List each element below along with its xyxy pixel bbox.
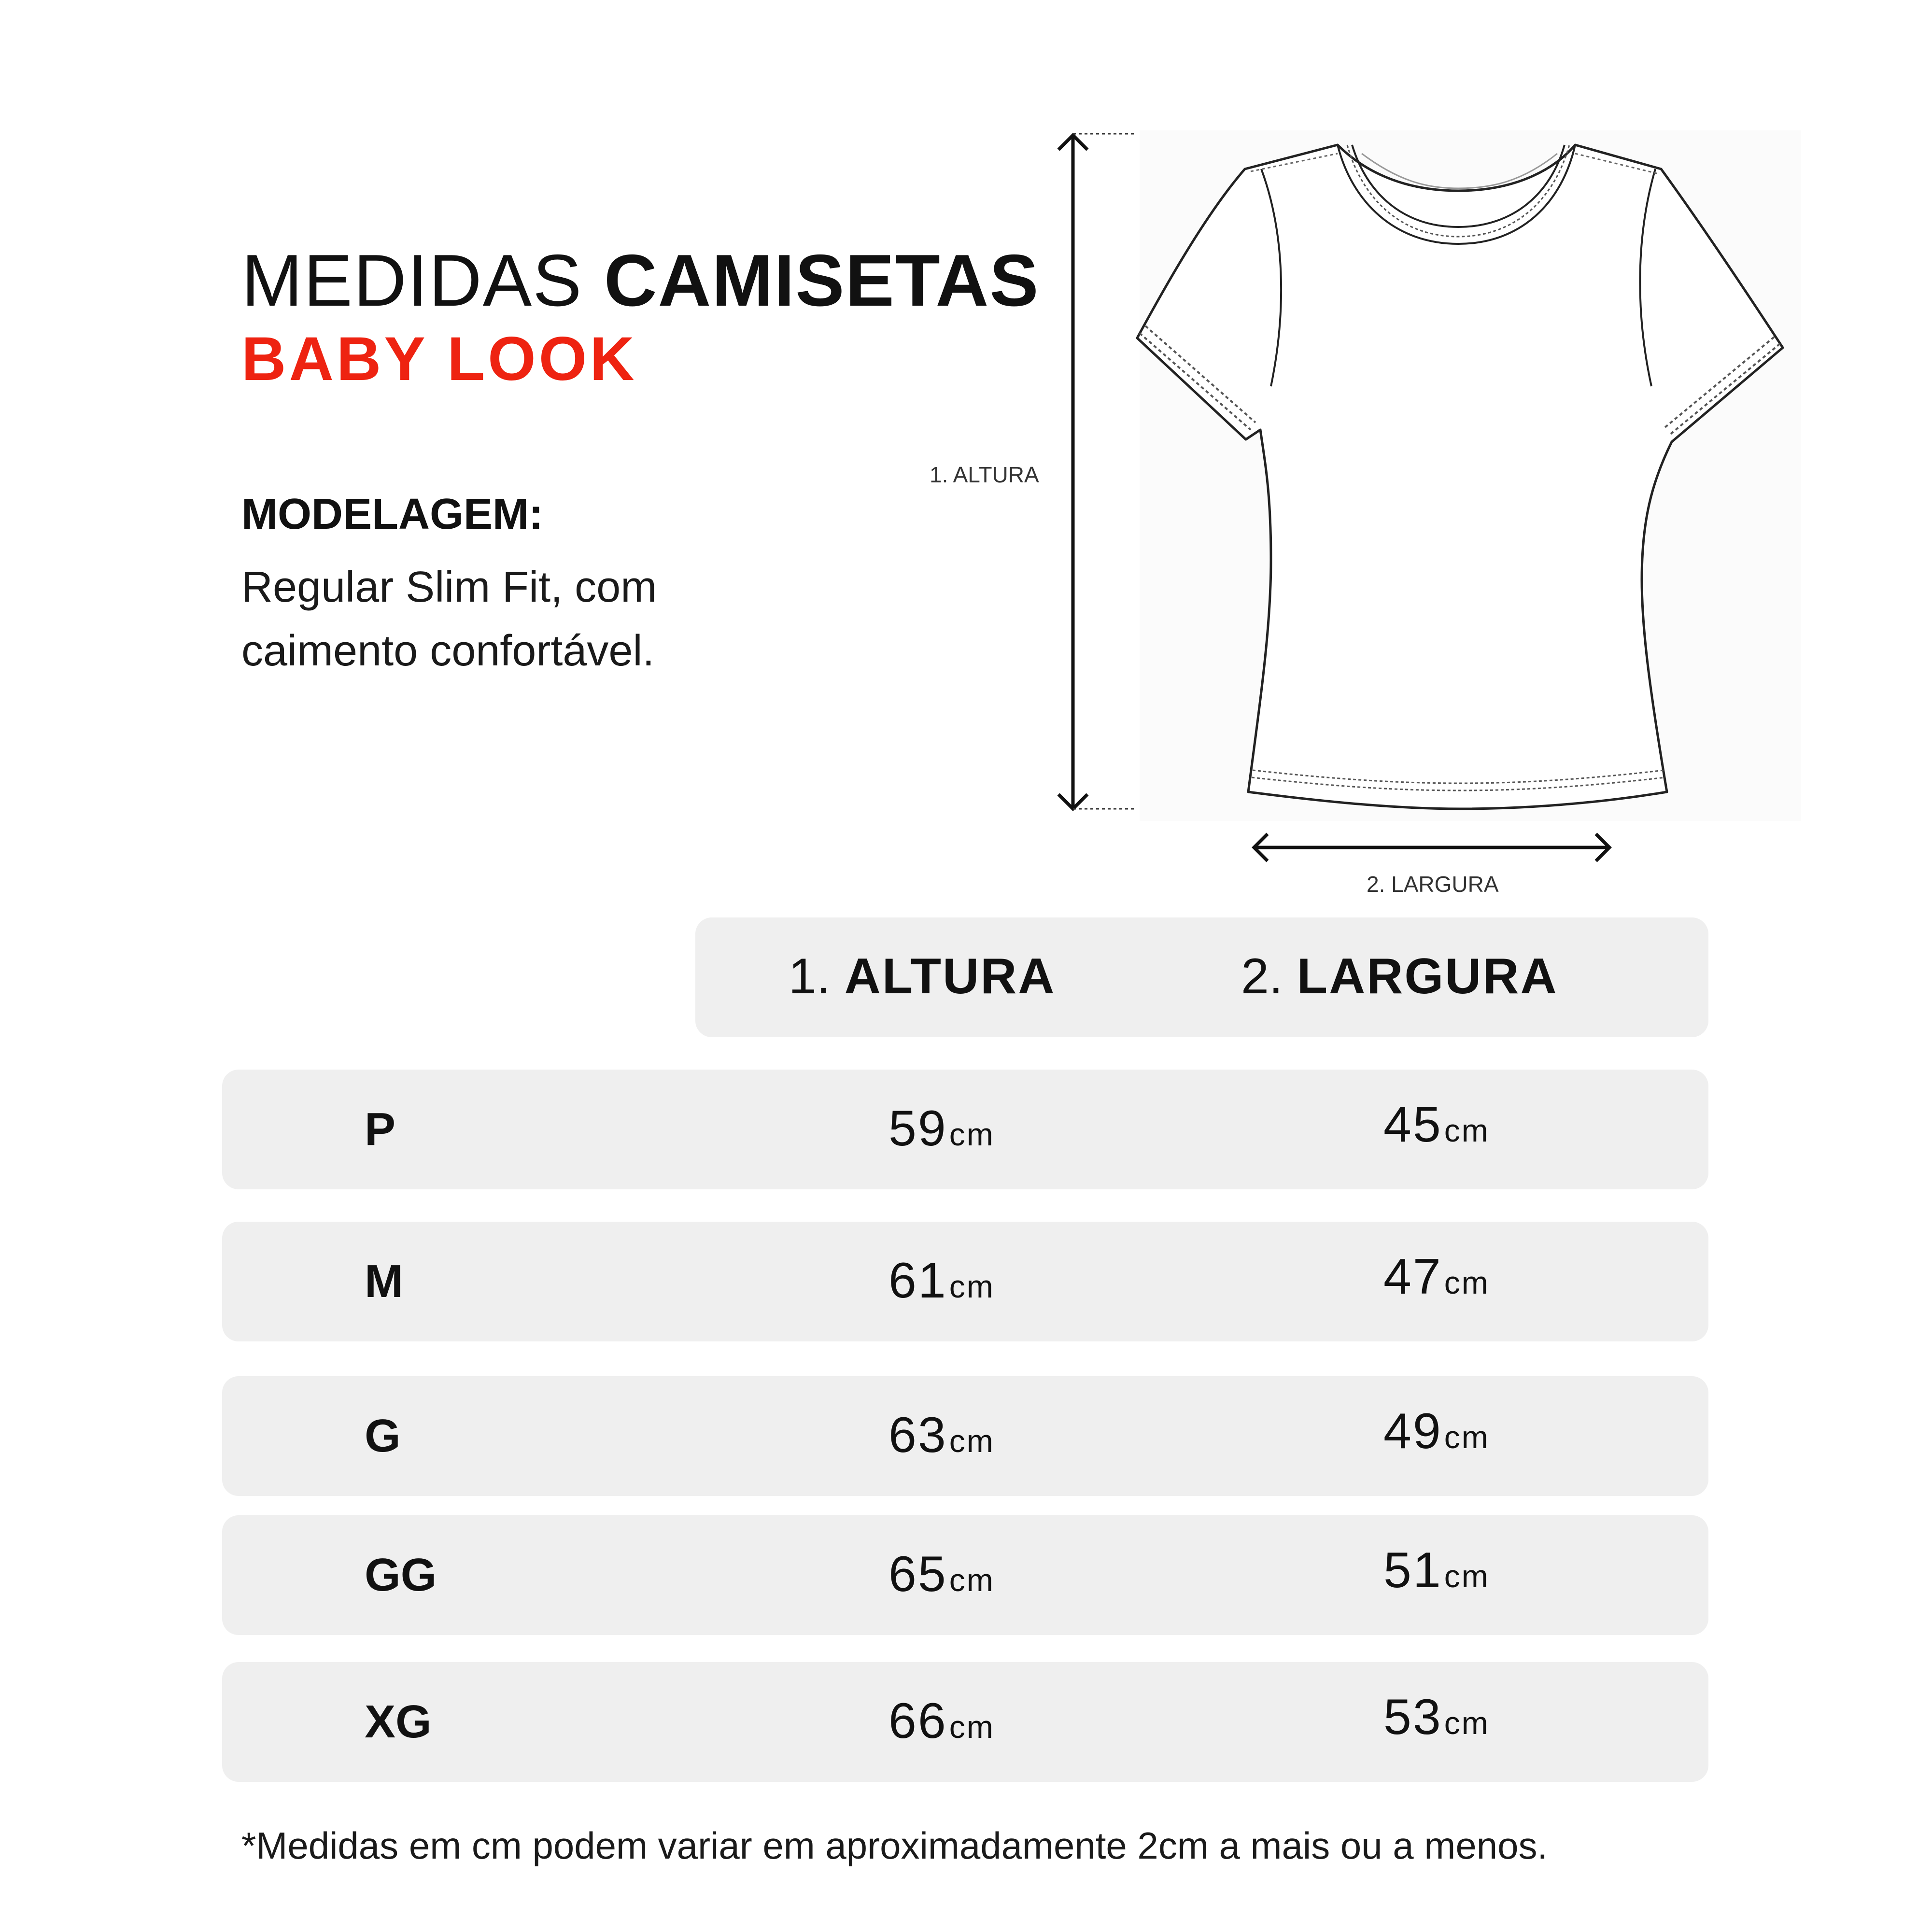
column-header-altura-number: 1. [789,948,831,1004]
size-label: M [365,1255,403,1307]
unit-label: cm [949,1562,995,1598]
unit-label: cm [1444,1558,1490,1594]
unit-label: cm [1444,1705,1490,1741]
largura-number: 47 [1383,1249,1442,1305]
unit-label: cm [1444,1113,1490,1148]
unit-label: cm [949,1116,995,1152]
width-arrow [1254,834,1609,861]
page-subtitle: BABY LOOK [241,324,637,394]
title-light: MEDIDAS [241,240,583,322]
unit-label: cm [949,1423,995,1459]
table-row [222,1515,1708,1635]
column-header-largura-number: 2. [1241,948,1283,1004]
altura-value [888,1407,995,1463]
altura-number: 65 [888,1546,947,1602]
column-header-altura-name: ALTURA [844,948,1056,1004]
diagram-height-label: 1. ALTURA [930,462,1039,487]
largura-number: 51 [1383,1542,1442,1598]
unit-label: cm [1444,1419,1490,1455]
largura-number: 45 [1383,1097,1442,1153]
footnote: *Medidas em cm podem variar em aproximadamente 2cm a mais ou a menos. [241,1824,1548,1867]
column-header-altura [789,948,1056,1004]
altura-value [888,1693,995,1749]
largura-value [1383,1542,1490,1598]
unit-label: cm [949,1269,995,1304]
table-row [222,1070,1708,1189]
size-label: XG [365,1696,432,1748]
title-bold: CAMISETAS [604,240,1040,322]
height-arrow [1058,135,1087,809]
table-row [222,1222,1708,1341]
size-label: G [365,1410,401,1462]
altura-number: 61 [888,1253,947,1309]
altura-value [888,1100,995,1156]
unit-label: cm [1444,1265,1490,1300]
altura-value [888,1253,995,1309]
largura-number: 49 [1383,1403,1442,1459]
altura-number: 63 [888,1407,947,1463]
column-header-largura [1241,948,1558,1004]
largura-value [1383,1403,1490,1459]
modelagem-line-1: Regular Slim Fit, com [241,563,657,611]
unit-label: cm [949,1709,995,1745]
largura-value [1383,1249,1490,1305]
altura-value [888,1546,995,1602]
size-label: P [365,1103,396,1155]
size-label: GG [365,1549,437,1601]
altura-number: 59 [888,1100,947,1156]
column-header-largura-name: LARGURA [1297,948,1558,1004]
table-row [222,1376,1708,1496]
modelagem-label: MODELAGEM: [241,490,543,538]
largura-value [1383,1097,1490,1153]
modelagem-line-2: caimento confortável. [241,627,655,675]
height-guide-lines [1073,134,1135,809]
diagram-width-label: 2. LARGURA [1367,872,1499,897]
altura-number: 66 [888,1693,947,1749]
largura-number: 53 [1383,1689,1442,1745]
largura-value [1383,1689,1490,1745]
table-row [222,1662,1708,1782]
